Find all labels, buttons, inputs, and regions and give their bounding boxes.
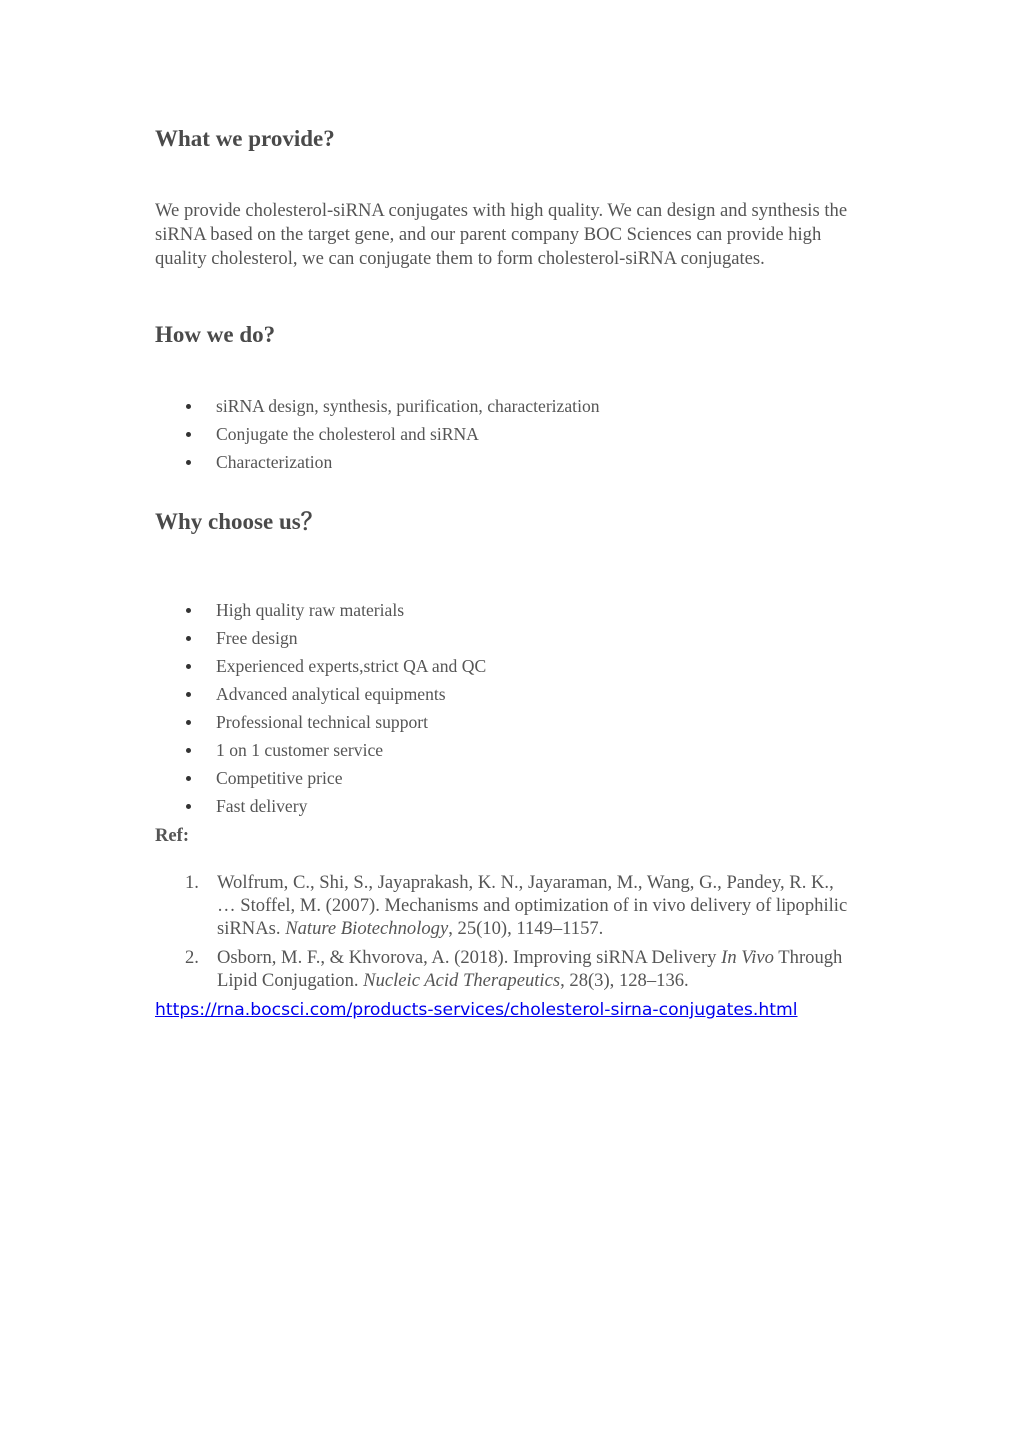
reference-text: Osborn, M. F., & Khvorova, A. (2018). Improving siRNA Delivery (217, 947, 722, 968)
list-item (155, 764, 486, 792)
list-item-text: Experienced experts,strict QA and QC (216, 656, 487, 676)
list-item (155, 448, 600, 476)
bullet-icon (186, 748, 191, 753)
reference-text: Wolfrum, C., Shi, S., Jayaprakash, K. N., Jayaraman, M., Wang, G., Pandey, R. K., … Stoffel, M. (2007). Mechanisms and optimization of in vivo delivery of lipophilic siRNAs. (217, 872, 848, 939)
reference-item (155, 946, 855, 992)
bullet-icon (186, 804, 191, 809)
list-item (155, 792, 486, 820)
reference-item (155, 871, 855, 940)
why-choose-us-list (155, 596, 486, 820)
list-item-text: Free design (216, 628, 298, 648)
list-item (155, 736, 486, 764)
provide-paragraph: We provide cholesterol-siRNA conjugates with high quality. We can design and synthesis the siRNA based on the target gene, and our parent company BOC Sciences can provide high quality cholesterol, we can conjugate them to form cholesterol-siRNA conjugates. (155, 200, 848, 269)
list-item-text: 1 on 1 customer service (216, 740, 384, 760)
reference-number: 2. (185, 947, 199, 968)
bullet-icon (186, 460, 191, 465)
list-item-text: Advanced analytical equipments (216, 684, 446, 704)
bullet-icon (186, 404, 191, 409)
reference-number: 1. (185, 872, 199, 893)
reference-details: , 25(10), 1149–1157. (448, 918, 604, 939)
reference-details: , 28(3), 128–136. (560, 970, 689, 991)
list-item-text: High quality raw materials (216, 600, 405, 620)
bullet-icon (186, 776, 191, 781)
bullet-icon (186, 720, 191, 725)
bullet-icon (186, 664, 191, 669)
list-item-text: Competitive price (216, 768, 343, 788)
heading-what-we-provide: What we provide? (155, 126, 335, 151)
heading-how-we-do: How we do? (155, 322, 276, 347)
list-item-text: Professional technical support (216, 712, 429, 732)
references-list (155, 871, 855, 998)
list-item (155, 420, 600, 448)
bullet-icon (186, 432, 191, 437)
reference-text-mid: Through Lipid Conjugation. (217, 947, 843, 991)
bullet-icon (186, 608, 191, 613)
list-item-text: Characterization (216, 452, 333, 472)
references-label: Ref: (155, 825, 190, 846)
how-we-do-list (155, 392, 600, 476)
list-item (155, 596, 486, 624)
list-item-text: Conjugate the cholesterol and siRNA (216, 424, 479, 444)
list-item (155, 680, 486, 708)
list-item (155, 392, 600, 420)
bullet-icon (186, 636, 191, 641)
source-link[interactable]: https://rna.bocsci.com/products-services/cholesterol-sirna-conjugates.html (155, 1000, 798, 1020)
list-item (155, 652, 486, 680)
list-item-text: siRNA design, synthesis, purification, characterization (216, 396, 600, 416)
list-item (155, 708, 486, 736)
reference-journal: Nucleic Acid Therapeutics (363, 970, 561, 991)
bullet-icon (186, 692, 191, 697)
reference-italic-term: In Vivo (721, 947, 774, 968)
reference-journal: Nature Biotechnology (285, 918, 449, 939)
heading-why-choose-us: Why choose us？ (155, 509, 324, 534)
list-item (155, 624, 486, 652)
list-item-text: Fast delivery (216, 796, 308, 816)
